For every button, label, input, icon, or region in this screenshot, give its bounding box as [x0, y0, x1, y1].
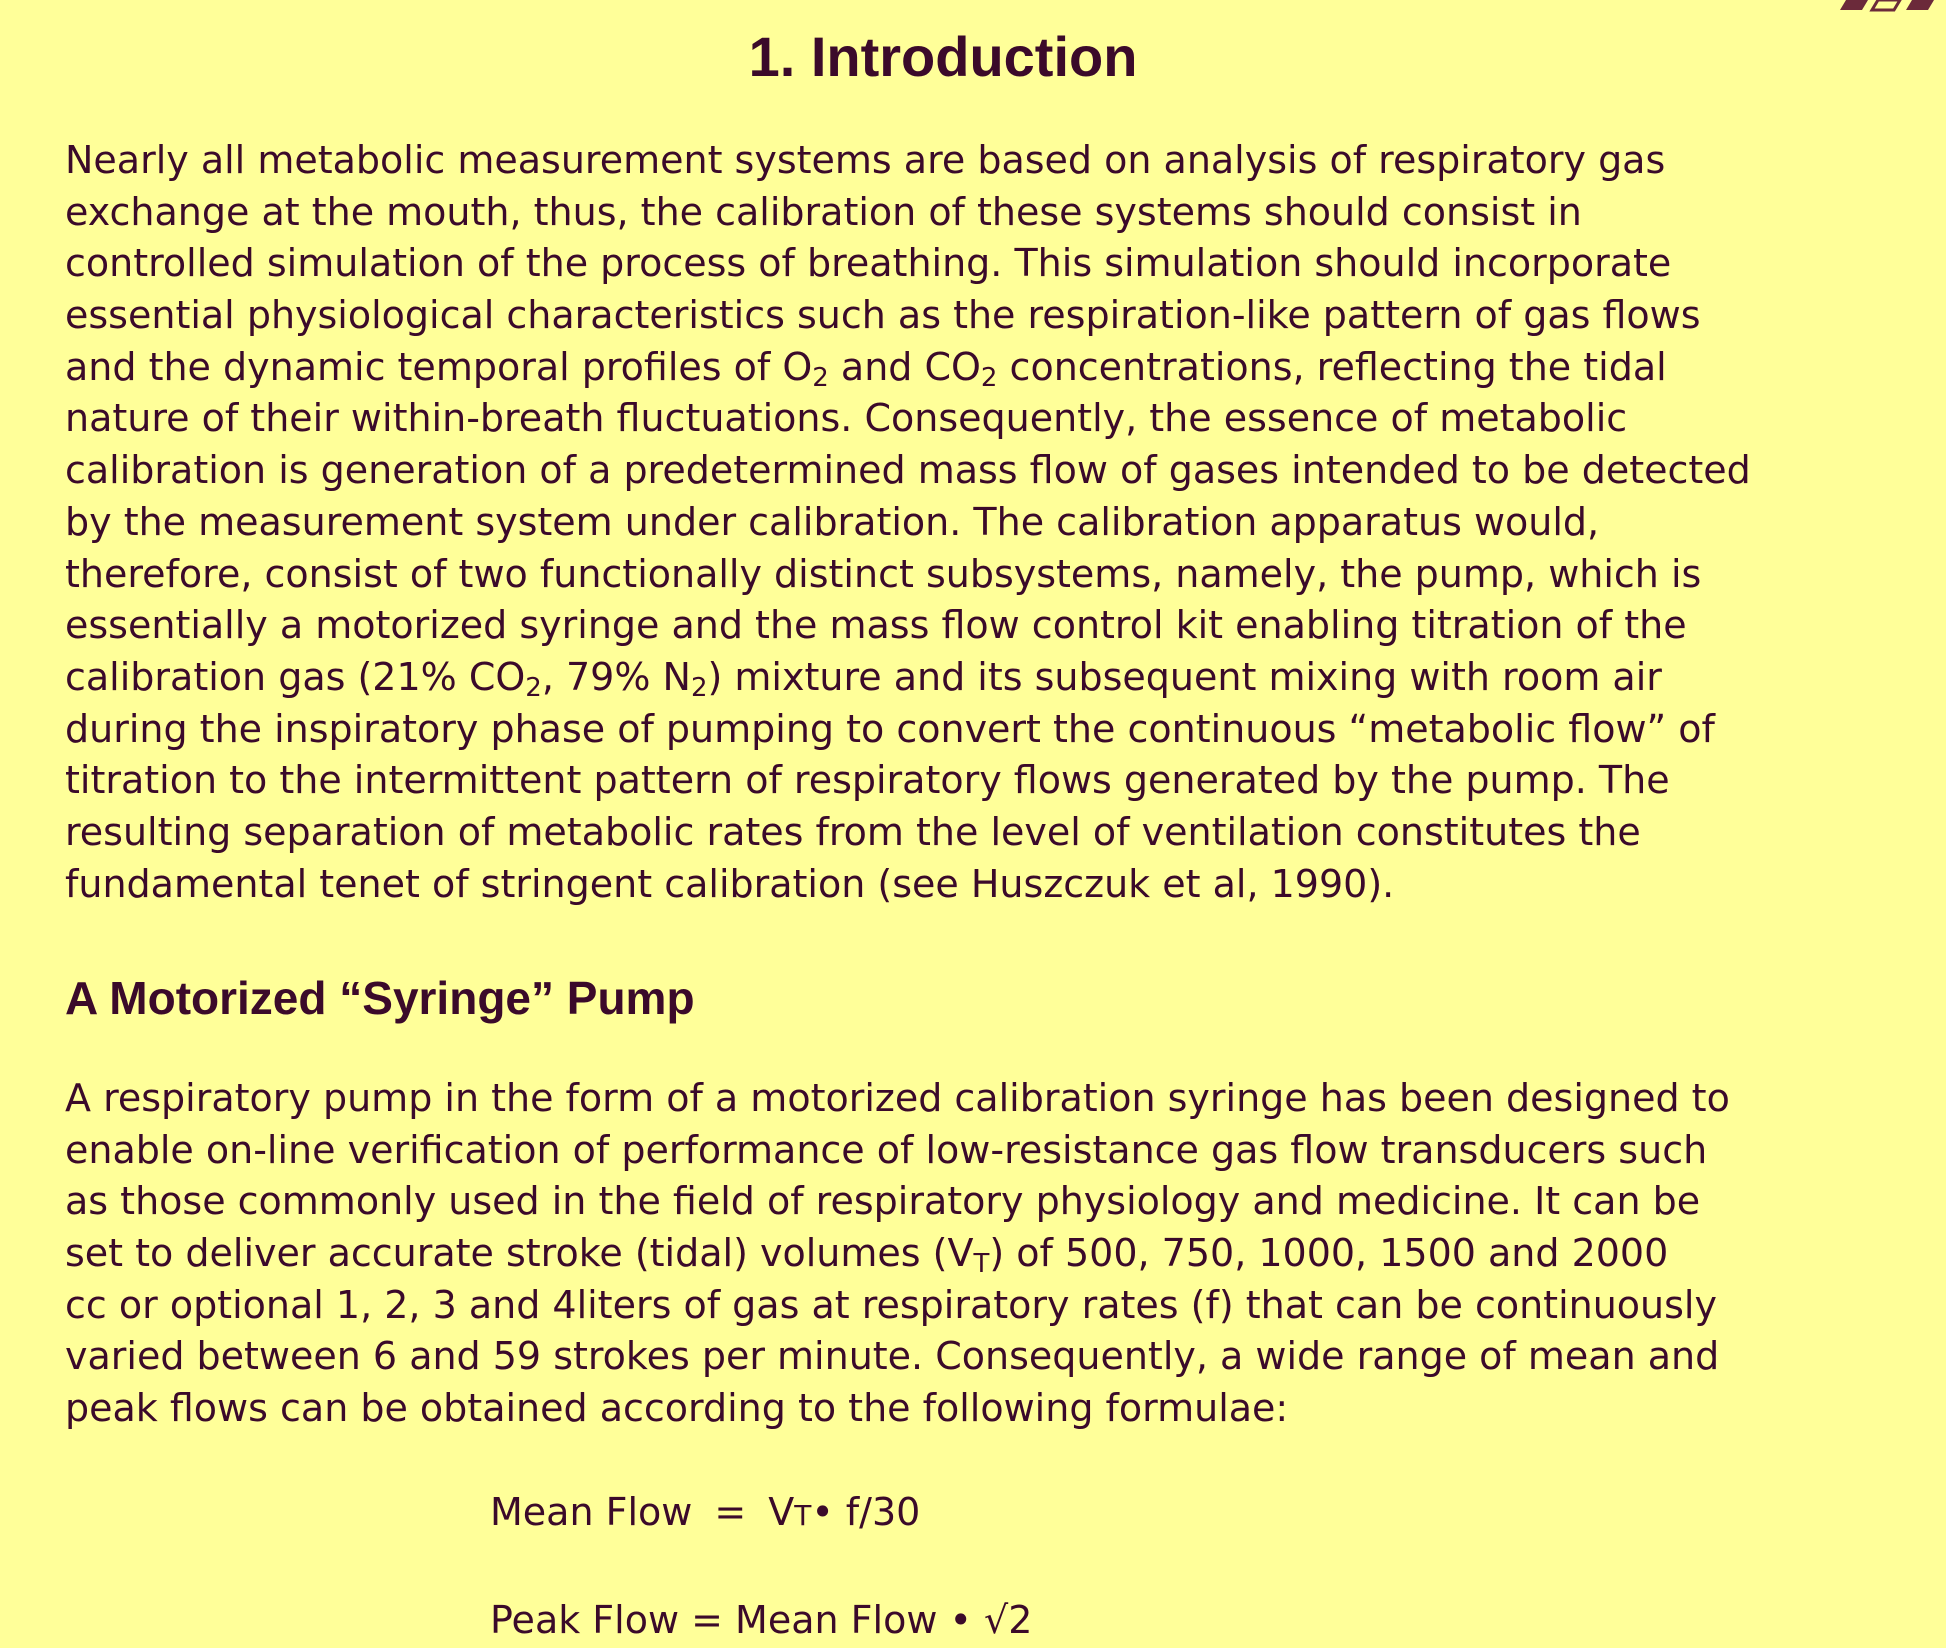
subscript: T	[973, 1249, 990, 1280]
subscript: 2	[525, 672, 542, 703]
peak-flow-formula-cutoff	[490, 1588, 1190, 1642]
pump-line: cc or optional 1, 2, 3 and 4liters of gas at respiratory rates (f) that can be continuously	[65, 1282, 1717, 1327]
formula-v: V	[768, 1490, 795, 1534]
formula-t: T	[794, 1499, 812, 1532]
intro-line: calibration is generation of a predetermined mass flow of gases intended to be detected	[65, 448, 1751, 493]
intro-line: Nearly all metabolic measurement systems are based on analysis of respiratory gas	[65, 138, 1666, 182]
text-run: set to deliver accurate stroke (tidal) volumes (V	[65, 1231, 974, 1276]
text-run: calibration gas (21% CO	[65, 654, 526, 699]
text-run: , 79% N	[541, 654, 691, 699]
intro-line: by the measurement system under calibration. The calibration apparatus would,	[65, 499, 1600, 544]
intro-paragraph	[65, 135, 1945, 910]
formula-equals: =	[714, 1490, 747, 1534]
pump-line	[65, 1228, 1945, 1280]
text-run: ) mixture and its subsequent mixing with room air	[707, 654, 1662, 699]
intro-line: nature of their within-breath fluctuations. Consequently, the essence of metabolic	[65, 396, 1628, 441]
text-run: concentrations, reflecting the tidal	[997, 344, 1667, 389]
pump-line: as those commonly used in the field of respiratory physiology and medicine. It can be	[65, 1179, 1701, 1224]
intro-line: resulting separation of metabolic rates from the level of ventilation constitutes the	[65, 809, 1641, 854]
intro-line: exchange at the mouth, thus, the calibration of these systems should consist in	[65, 189, 1582, 234]
pump-line: enable on-line verification of performance of low-resistance gas flow transducers such	[65, 1127, 1708, 1172]
peak-flow-formula: Peak Flow = Mean Flow • √2	[490, 1598, 1033, 1642]
pump-line: peak flows can be obtained according to the following formulae:	[65, 1386, 1289, 1431]
intro-line: fundamental tenet of stringent calibration (see Huszczuk et al, 1990).	[65, 861, 1395, 906]
intro-line	[65, 342, 1945, 394]
pump-line: A respiratory pump in the form of a motorized calibration syringe has been designed to	[65, 1076, 1730, 1120]
intro-line: titration to the intermittent pattern of respiratory flows generated by the pump. The	[65, 758, 1670, 803]
corner-logo-fragment-icon	[1828, 0, 1938, 14]
formula-lhs: Mean Flow	[490, 1490, 693, 1534]
subscript: 2	[980, 362, 998, 393]
pump-paragraph	[65, 1073, 1945, 1435]
pump-line: varied between 6 and 59 strokes per minute. Consequently, a wide range of mean and	[65, 1334, 1720, 1379]
intro-line: essential physiological characteristics such as the respiration-like pattern of gas flows	[65, 293, 1701, 338]
intro-line: therefore, consist of two functionally distinct subsystems, namely, the pump, which is	[65, 551, 1702, 596]
intro-line: controlled simulation of the process of breathing. This simulation should incorporate	[65, 241, 1672, 286]
intro-line: essentially a motorized syringe and the mass flow control kit enabling titration of the	[65, 603, 1687, 648]
subscript: 2	[812, 362, 829, 393]
text-run: ) of 500, 750, 1000, 1500 and 2000	[989, 1231, 1669, 1276]
formula-rhs: • f/30	[811, 1490, 921, 1534]
subsection-title: A Motorized “Syringe” Pump	[65, 972, 695, 1024]
subscript: 2	[690, 672, 708, 703]
text-run: and the dynamic temporal profiles of O	[65, 344, 813, 389]
intro-line: during the inspiratory phase of pumping to convert the continuous “metabolic flow” of	[65, 706, 1715, 751]
intro-line	[65, 652, 1945, 704]
text-run: and CO	[828, 344, 981, 389]
mean-flow-formula	[490, 1484, 920, 1544]
section-title: 1. Introduction	[748, 25, 1138, 88]
